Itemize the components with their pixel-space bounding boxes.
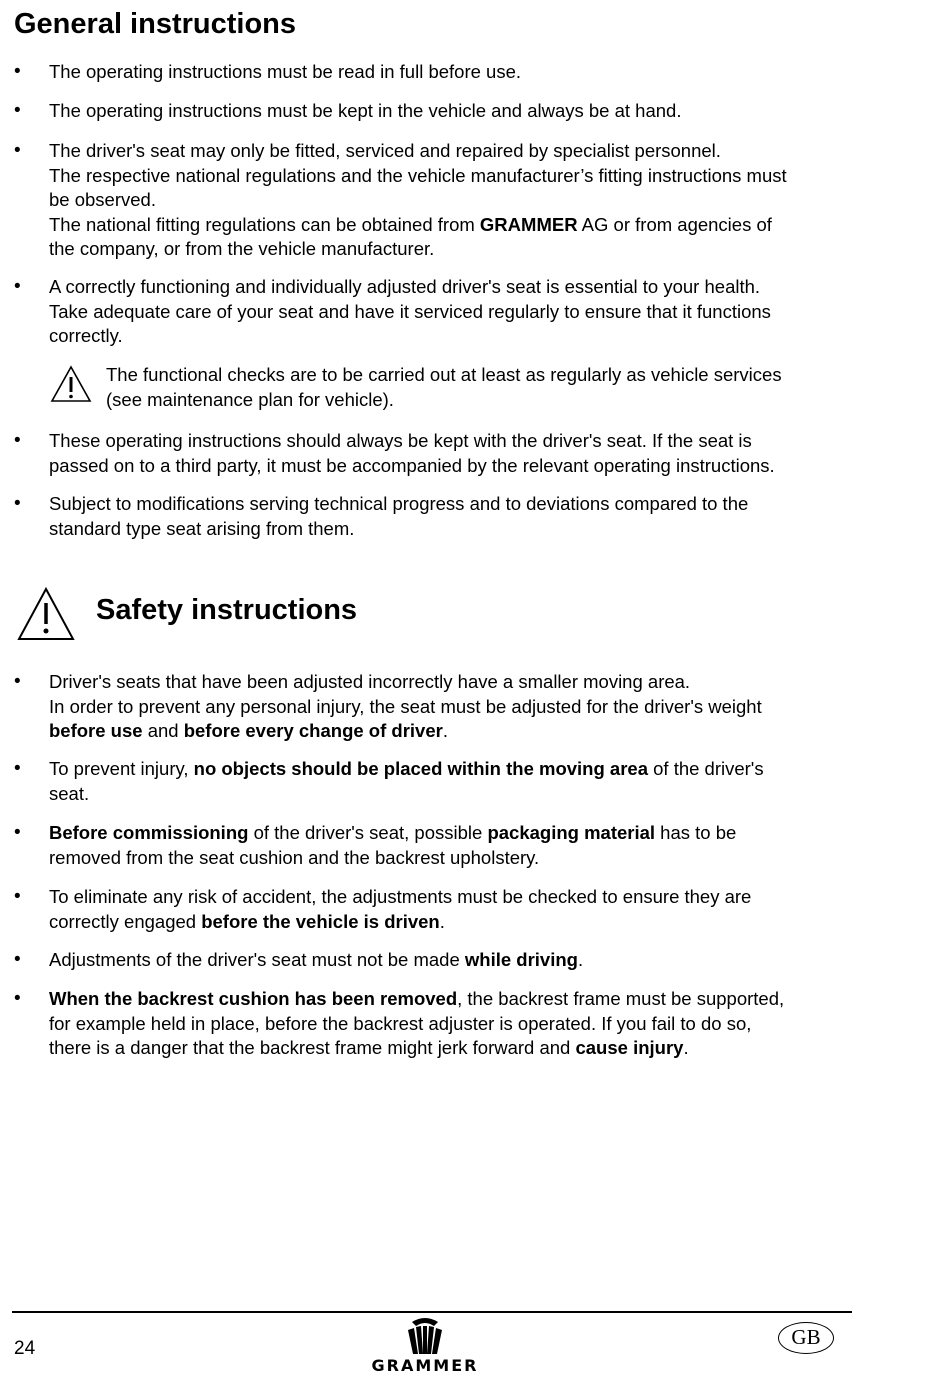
list-item-text (49, 821, 849, 846)
text-span: . (683, 1037, 689, 1058)
text-span: correctly engaged (49, 910, 202, 932)
text-span: Adjustments of the driver's seat must not be made (49, 949, 465, 970)
emphasis: When the backrest cushion has been removed (49, 988, 458, 1009)
list-item-text: The driver's seat may only be fitted, serviced and repaired by specialist personnel. (49, 140, 721, 161)
text-span: . (439, 910, 445, 932)
note-text: The functional checks are to be carried out at least as regularly as vehicle services (106, 364, 782, 385)
section-title-safety: Safety instructions (96, 594, 358, 626)
emphasis: before every change of driver (183, 720, 443, 741)
list-item-text: the company, or from the vehicle manufacturer. (49, 238, 435, 259)
list-item-text: standard type seat arising from them. (49, 517, 355, 539)
bullet: • (14, 430, 21, 451)
text-span: of the driver's (647, 758, 764, 779)
list-item-text: The respective national regulations and the vehicle manufacturer’s fitting instructions must (49, 164, 787, 186)
text-span: and (142, 720, 184, 741)
bullet: • (14, 493, 21, 514)
text-span: The national fitting regulations can be obtained from (49, 213, 480, 235)
text-span: has to be (655, 822, 737, 843)
list-item-text: passed on to a third party, it must be accompanied by the relevant operating instructions. (49, 454, 775, 476)
bullet: • (14, 822, 21, 843)
emphasis: before use (49, 720, 143, 741)
note-text: (see maintenance plan for vehicle). (106, 388, 394, 410)
bullet: • (14, 140, 21, 161)
bullet: • (14, 886, 21, 907)
list-item-text: In order to prevent any personal injury, the seat must be adjusted for the driver's weight (49, 695, 762, 717)
brand-name: GRAMMER (479, 213, 578, 235)
text-span: , the backrest frame must be supported, (457, 988, 785, 1009)
list-item-text: removed from the seat cushion and the backrest upholstery. (49, 846, 540, 868)
company-logo (368, 1316, 482, 1376)
list-item-text: Subject to modifications serving technical progress and to deviations compared to the (49, 493, 749, 514)
list-item-text: seat. (49, 782, 90, 804)
list-item-text (49, 757, 849, 782)
bullet: • (14, 949, 21, 970)
logo-text: GRAMMER (371, 1356, 479, 1375)
bullet: • (14, 276, 21, 297)
text-span: . (577, 949, 584, 970)
footer-divider (12, 1311, 852, 1313)
bullet: • (14, 100, 21, 121)
list-item-text: be observed. (49, 189, 156, 210)
list-item-text: Driver's seats that have been adjusted incorrectly have a smaller moving area. (49, 671, 691, 692)
grammer-logo-icon (404, 1316, 446, 1356)
text-span: AG or from agencies of (577, 213, 772, 235)
page-number: 24 (14, 1338, 36, 1359)
list-item-text: The operating instructions must be kept in the vehicle and always be at hand. (49, 100, 682, 121)
list-item-text: Take adequate care of your seat and have it serviced regularly to ensure that it functions (49, 300, 771, 322)
text-span: of the driver's seat, possible (248, 822, 488, 843)
list-item-text (49, 719, 849, 744)
list-item-text: The operating instructions must be read in full before use. (49, 61, 522, 82)
bullet: • (14, 671, 21, 692)
emphasis: packaging material (487, 822, 656, 843)
emphasis: cause injury (575, 1037, 684, 1058)
country-badge: GB (778, 1322, 834, 1354)
text-span: there is a danger that the backrest frame might jerk forward and (49, 1037, 576, 1058)
list-item-text: A correctly functioning and individually adjusted driver's seat is essential to your health. (49, 276, 761, 297)
list-item-text: To eliminate any risk of accident, the adjustments must be checked to ensure they are (49, 886, 752, 907)
list-item-text (49, 948, 849, 973)
text-span: To prevent injury, (49, 758, 194, 779)
emphasis: before the vehicle is driven (201, 910, 440, 932)
list-item-text (49, 213, 849, 238)
emphasis: no objects should be placed within the moving area (193, 758, 648, 779)
warning-triangle-icon (16, 586, 76, 642)
list-item-text (49, 987, 849, 1012)
emphasis: Before commissioning (49, 822, 249, 843)
section-title-general: General instructions (14, 8, 297, 40)
warning-triangle-icon (50, 365, 92, 403)
list-item-text: These operating instructions should always be kept with the driver's seat. If the seat is (49, 430, 752, 451)
list-item-text (49, 1036, 849, 1061)
bullet: • (14, 988, 21, 1009)
list-item-text (49, 910, 849, 935)
list-item-text: correctly. (49, 325, 123, 346)
list-item-text: for example held in place, before the backrest adjuster is operated. If you fail to do so, (49, 1012, 752, 1034)
bullet: • (14, 758, 21, 779)
bullet: • (14, 61, 21, 82)
text-span: . (442, 720, 448, 741)
emphasis: while driving (464, 949, 578, 970)
